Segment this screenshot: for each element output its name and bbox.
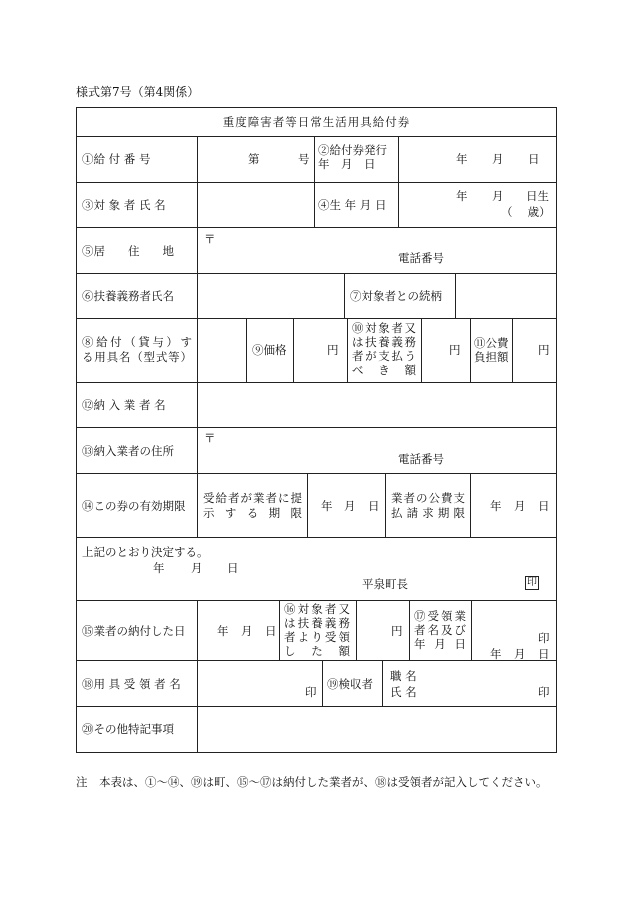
payer-amount-label-3: 者が支払う (352, 349, 416, 363)
payer-amount-label-4: べ き 額 (352, 363, 416, 377)
decision-statement: 上記のとおり決定する。 (82, 545, 209, 559)
mayor-title: 平泉町長 (362, 577, 408, 591)
received-amount-label-4: し た 額 (284, 644, 350, 658)
received-amount-label-1: ⑯対象者又 (284, 602, 350, 616)
claim-deadline-year: 年 (490, 499, 502, 513)
issue-date-day: 日 (528, 152, 540, 166)
decision-day: 日 (227, 561, 239, 575)
recipient-name-label: ⑱用 具 受 領 者 名 (82, 677, 181, 691)
receipt-info-label-1: ⑰受領業 (414, 609, 466, 623)
claim-deadline-2: 払 請 求 期 限 (391, 506, 465, 520)
public-burden-yen: 円 (538, 343, 550, 357)
voucher-form (76, 107, 557, 753)
supplier-phone-label: 電話番号 (398, 452, 444, 466)
received-amount-yen: 円 (391, 624, 403, 638)
claim-deadline-1: 業者の公費支 (391, 491, 465, 505)
received-amount-label-2: は扶養義務 (284, 616, 350, 630)
device-name-label-line1: ⑧給付（貸与）す (82, 335, 192, 349)
issue-date-year: 年 (456, 152, 468, 166)
birth-date-year: 年 (456, 189, 468, 203)
birth-date-month: 月 (492, 189, 504, 203)
subject-name-label: ③対 象 者 氏 名 (82, 198, 166, 212)
relation-label: ⑦対象者との続柄 (350, 289, 442, 303)
birth-date-label: ④生 年 月 日 (318, 198, 387, 212)
delivery-date-label: ⑮業者の納付した日 (82, 624, 186, 638)
payer-amount-label-1: ⑩対象者又 (352, 321, 416, 335)
device-name-label-line2: る用具名（型式等） (82, 350, 192, 364)
issue-date-month: 月 (492, 152, 504, 166)
supplier-name-label: ⑫納 入 業 者 名 (82, 398, 166, 412)
footer-note: 注 本表は、①〜⑭、⑲は町、⑮〜⑰は納付した業者が、⑱は受領者が記入してください。 (76, 775, 548, 789)
receipt-date-year: 年 (490, 647, 502, 661)
age-field: （ 歳） (501, 205, 551, 219)
residence-label: ⑤居 住 地 (82, 244, 174, 258)
delivery-date-day: 日 (265, 624, 277, 638)
inspector-seal-mark: 印 (538, 685, 550, 699)
grant-number-go: 号 (298, 152, 310, 166)
receipt-date-month: 月 (514, 647, 526, 661)
payer-amount-yen: 円 (449, 343, 461, 357)
inspector-label: ⑲検収者 (327, 677, 373, 691)
guardian-name-label: ⑥扶養義務者氏名 (82, 289, 174, 303)
claim-deadline-month: 月 (514, 499, 526, 513)
form-number-caption: 様式第7号（第4関係） (76, 85, 200, 99)
receipt-seal-mark: 印 (538, 631, 550, 645)
form-title: 重度障害者等日常生活用具給付券 (222, 115, 411, 129)
recipient-seal-mark: 印 (305, 685, 317, 699)
validity-label: ⑭この券の有効期限 (82, 499, 186, 513)
presentation-deadline-2: 示 す る 期 限 (203, 506, 302, 520)
mayor-seal-mark: 印 (527, 577, 537, 588)
presentation-deadline-1: 受給者が業者に提 (203, 491, 302, 505)
special-notes-label: ⑳その他特記事項 (82, 722, 174, 736)
decision-year: 年 (153, 561, 165, 575)
delivery-date-month: 月 (241, 624, 253, 638)
receipt-info-label-2: 者名及び (414, 623, 466, 637)
presentation-deadline-day: 日 (368, 499, 380, 513)
presentation-deadline-year: 年 (321, 499, 333, 513)
supplier-address-label: ⑬納入業者の住所 (82, 444, 174, 458)
grant-number-dai: 第 (248, 152, 260, 166)
presentation-deadline-month: 月 (344, 499, 356, 513)
receipt-info-label-3: 年 月 日 (414, 637, 466, 651)
claim-deadline-day: 日 (538, 499, 550, 513)
grant-number-label: ①給 付 番 号 (82, 152, 151, 166)
residence-phone-label: 電話番号 (398, 251, 444, 265)
residence-postal-mark: 〒 (204, 232, 216, 246)
inspector-name-label: 氏 名 (390, 685, 417, 699)
price-yen: 円 (327, 343, 339, 357)
decision-month: 月 (191, 561, 203, 575)
issue-date-label: ②給付券発行 年 月 日 (318, 143, 387, 171)
received-amount-label-3: 者より受領 (284, 630, 350, 644)
public-burden-label: ⑪公費 負担額 (474, 336, 509, 364)
price-label: ⑨価格 (252, 343, 287, 357)
inspector-title-label: 職 名 (390, 669, 417, 683)
delivery-date-year: 年 (217, 624, 229, 638)
payer-amount-label-2: は扶養義務 (352, 335, 416, 349)
receipt-date-day: 日 (538, 647, 550, 661)
birth-date-day: 日生 (526, 189, 549, 203)
supplier-postal-mark: 〒 (204, 431, 216, 445)
